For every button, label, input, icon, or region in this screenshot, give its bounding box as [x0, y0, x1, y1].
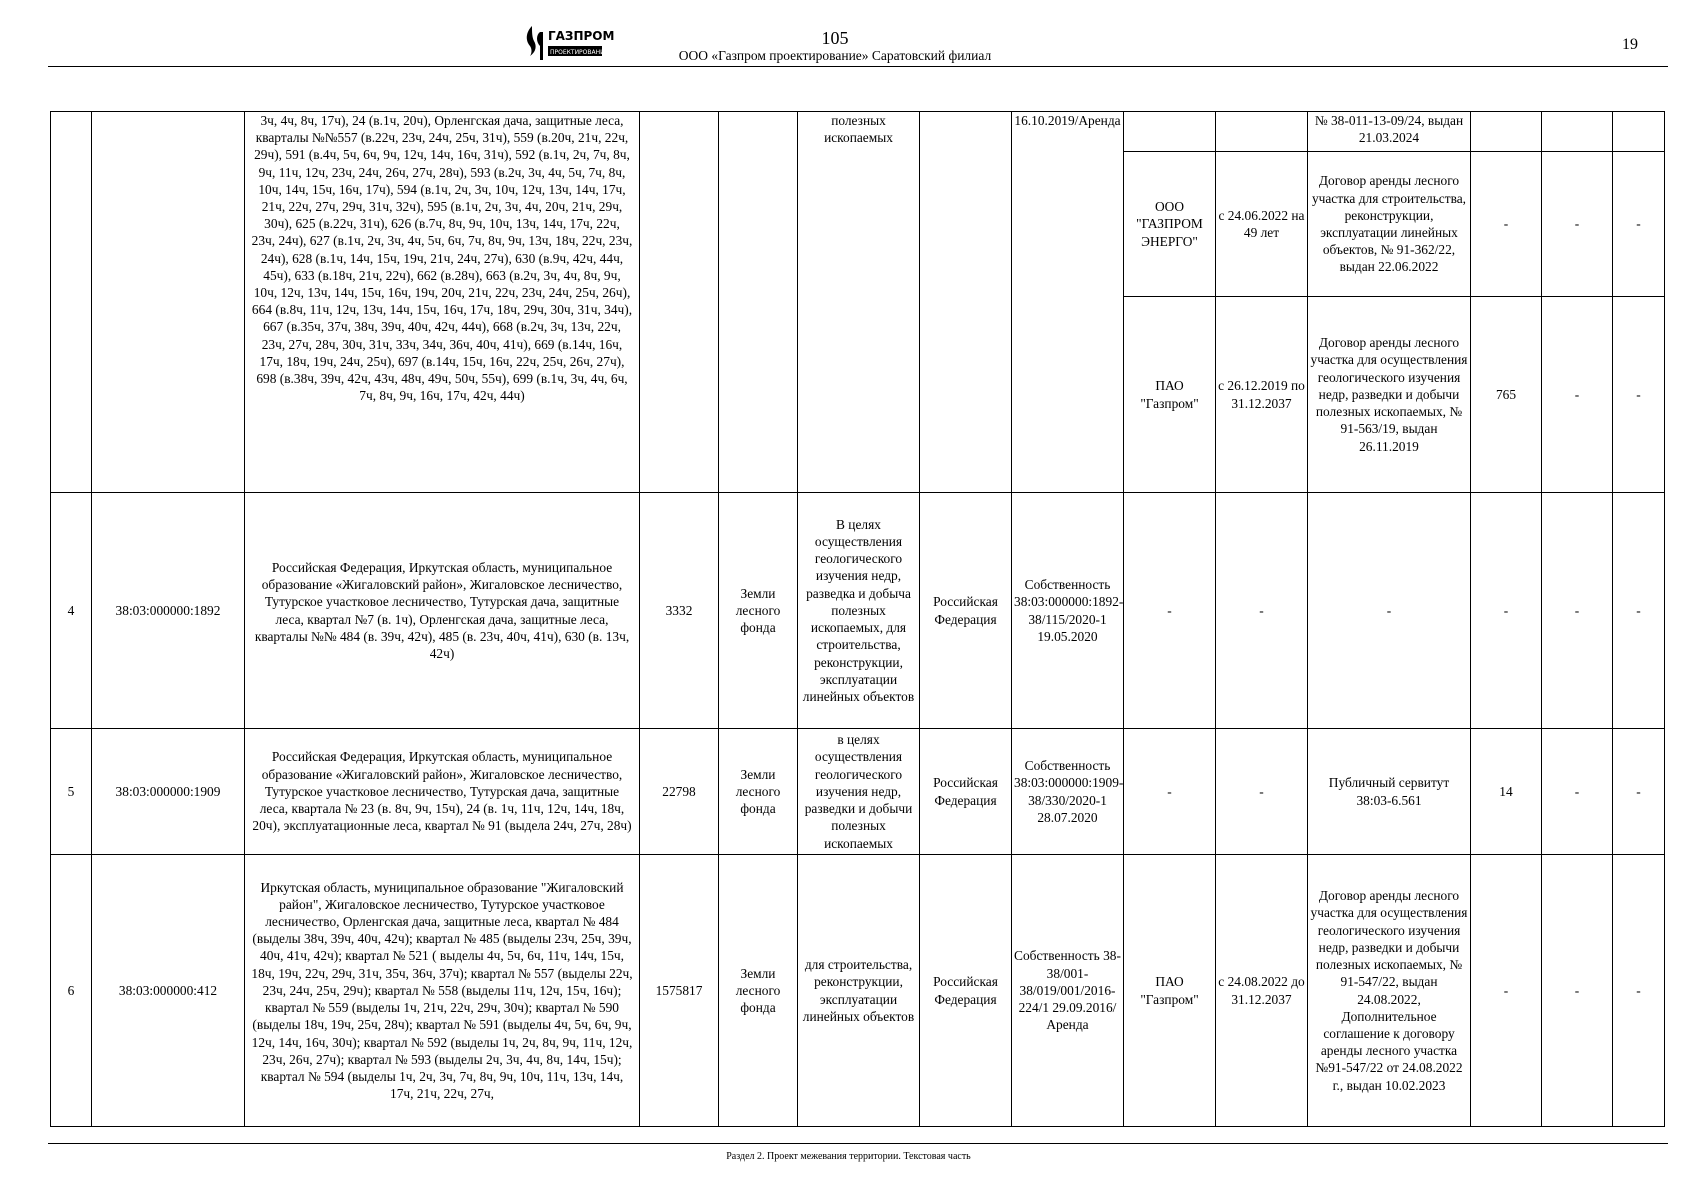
header-divider [48, 66, 1668, 67]
cell-holder [1124, 112, 1216, 152]
cell-c12: - [1542, 297, 1613, 493]
cell-area: 3332 [640, 493, 719, 729]
cell-term [1216, 112, 1308, 152]
cell-c12: - [1542, 729, 1613, 855]
header-center [640, 28, 1030, 64]
cell-term: - [1216, 493, 1308, 729]
cell-c13: - [1613, 729, 1665, 855]
cell-location: Иркутская область, муниципальное образование "Жигаловский район", Жигаловское лесничество, Тутурское участковое лесничество, Орленгская дача, защитные леса, квартал № 484 (выделы 38ч, 39ч, 40ч, 42ч); квартал № 485 (выделы 23ч, 25ч, 39ч, 40ч, 41ч, 42ч); квартал № 521 ( выделы 4ч, 5ч, 6ч, 11ч, 14ч, 15ч, 18ч, 19ч, 22ч, 29ч, 31ч, 35ч, 36ч, 37ч); квартал № 557 (выделы 22ч, 23ч, 24ч, 25ч, 29ч); квартал № 558 (выделы 11ч, 12ч, 15ч, 16ч); квартал № 559 (выделы 1ч, 21ч, 22ч, 29ч, 30ч); квартал № 590 (выделы 18ч, 19ч, 25ч, 28ч); квартал № 591 (выделы 4ч, 5ч, 6ч, 9ч, 12ч, 14ч, 16ч, 30ч); квартал № 592 (выделы 1ч, 2ч, 8ч, 9ч, 11ч, 12ч, 23ч, 26ч, 27ч); квартал № 593 (выделы 2ч, 3ч, 4ч, 8ч, 14ч, 15ч); квартал № 594 (выделы 1ч, 2ч, 3ч, 7ч, 8ч, 9ч, 10ч, 11ч, 13ч, 14ч, 17ч, 21ч, 22ч, 27ч, [245, 855, 640, 1127]
cell-doc: Договор аренды лесного участка для осуществления геологического изучения недр, разведки и добычи полезных ископаемых, № 91-547/22, выдан 24.08.2022, Дополнительное соглашение к договору аренды лесного участка №91-547/22 от 24.08.2022 г., выдан 10.02.2023 [1308, 855, 1471, 1127]
cell-location: 3ч, 4ч, 8ч, 17ч), 24 (в.1ч, 20ч), Орленгская дача, защитные леса, кварталы №№557 (в.22ч, 23ч, 24ч, 25ч, 31ч), 559 (в.20ч, 21ч, 22ч, 29ч), 591 (в.4ч, 5ч, 6ч, 9ч, 12ч, 14ч, 16ч, 31ч), 592 (в.1ч, 2ч, 7ч, 8ч, 9ч, 11ч, 12ч, 23ч, 24ч, 26ч, 27ч, 28ч), 593 (в.2ч, 3ч, 4ч, 5ч, 7ч, 8ч, 10ч, 14ч, 15ч, 16ч, 17ч), 594 (в.1ч, 2ч, 3ч, 10ч, 12ч, 13ч, 14ч, 17ч, 21ч, 22ч, 27ч, 29ч, 31ч, 32ч), 595 (в.1ч, 2ч, 3ч, 4ч, 20ч, 21ч, 29ч, 30ч), 625 (в.22ч, 31ч), 626 (в.7ч, 8ч, 9ч, 10ч, 13ч, 14ч, 17ч, 22ч, 23ч, 24ч), 627 (в.1ч, 2ч, 3ч, 4ч, 5ч, 6ч, 7ч, 8ч, 9ч, 13ч, 18ч, 22ч, 23ч, 24ч), 628 (в.1ч, 14ч, 15ч, 19ч, 21ч, 24ч, 27ч), 630 (в.9ч, 42ч, 44ч, 45ч), 633 (в.18ч, 21ч, 22ч), 662 (в.28ч), 663 (в.2ч, 3ч, 4ч, 8ч, 9ч, 10ч, 12ч, 13ч, 14ч, 15ч, 16ч, 19ч, 20ч, 21ч, 22ч, 23ч, 24ч, 25ч, 26ч), 664 (в.8ч, 11ч, 12ч, 13ч, 14ч, 15ч, 16ч, 17ч, 18ч, 29ч, 30ч, 31ч, 34ч), 667 (в.35ч, 37ч, 38ч, 39ч, 40ч, 42ч, 44ч), 668 (в.2ч, 3ч, 13ч, 22ч, 23ч, 27ч, 28ч, 30ч, 31ч, 33ч, 34ч, 36ч, 40ч, 41ч), 669 (в.14ч, 16ч, 17ч, 18ч, 19ч, 24ч, 25ч), 697 (в.14ч, 15ч, 16ч, 22ч, 25ч, 26ч, 27ч), 698 (в.38ч, 39ч, 42ч, 43ч, 48ч, 49ч, 50ч, 55ч), 699 (в.1ч, 3ч, 4ч, 6ч, 7ч, 8ч, 9ч, 16ч, 17ч, 42ч, 44ч) [245, 112, 640, 493]
gazprom-logo [520, 22, 615, 62]
cell-doc: Договор аренды лесного участка для строительства, реконструкции, эксплуатации линейных объектов, № 91-362/22, выдан 22.06.2022 [1308, 152, 1471, 297]
cell-right: Собственность 38:03:000000:1892-38/115/2020-1 19.05.2020 [1012, 493, 1124, 729]
logo-subtext: ПРОЕКТИРОВАНИЕ [550, 49, 609, 56]
cell-c12 [1542, 112, 1613, 152]
cell-enc-area: - [1471, 152, 1542, 297]
cell-term: с 24.06.2022 на 49 лет [1216, 152, 1308, 297]
land-plots-table [50, 111, 1665, 1127]
cell-owner: Российская Федерация [920, 493, 1012, 729]
sheet-number: 19 [1622, 36, 1638, 53]
cell-category: Земли лесного фонда [719, 855, 798, 1127]
cell-cadastral [92, 112, 245, 493]
cell-term: с 24.08.2022 до 31.12.2037 [1216, 855, 1308, 1127]
footer-section-title: Раздел 2. Проект межевания территории. Текстовая часть [726, 1151, 971, 1162]
cell-c13: - [1613, 855, 1665, 1127]
cell-c13: - [1613, 297, 1665, 493]
cell-purpose: В целях осуществления геологического изучения недр, разведка и добыча полезных ископаемых, для строительства, реконструкции, эксплуатации линейных объектов [798, 493, 920, 729]
cell-location: Российская Федерация, Иркутская область, муниципальное образование «Жигаловский район», Жигаловское лесничество, Тутурское участковое лесничество, Тутурская дача, защитные леса, квартал №7 (в. 1ч), Орленгская дача, защитные леса, кварталы №№ 484 (в. 39ч, 42ч), 485 (в. 23ч, 40ч, 41ч), 630 (в. 13ч, 42ч) [245, 493, 640, 729]
cell-category: Земли лесного фонда [719, 493, 798, 729]
cell-purpose: для строительства, реконструкции, эксплуатации линейных объектов [798, 855, 920, 1127]
cell-doc: Публичный сервитут 38:03-6.561 [1308, 729, 1471, 855]
cell-c13: - [1613, 152, 1665, 297]
cell-enc-area: 765 [1471, 297, 1542, 493]
cell-purpose: в целях осуществления геологического изучения недр, разведки и добычи полезных ископаемых [798, 729, 920, 855]
cell-c13: - [1613, 493, 1665, 729]
cell-cadastral: 38:03:000000:1892 [92, 493, 245, 729]
cell-owner [920, 112, 1012, 493]
cell-term: с 26.12.2019 по 31.12.2037 [1216, 297, 1308, 493]
cell-n: 6 [51, 855, 92, 1127]
cell-enc-area: - [1471, 855, 1542, 1127]
table-row [51, 855, 1665, 1127]
cell-owner: Российская Федерация [920, 729, 1012, 855]
cell-enc-area: - [1471, 493, 1542, 729]
organization-name: ООО «Газпром проектирование» Саратовский филиал [678, 48, 992, 63]
cell-holder: ООО "ГАЗПРОМ ЭНЕРГО" [1124, 152, 1216, 297]
cell-holder: ПАО "Газпром" [1124, 855, 1216, 1127]
cell-category: Земли лесного фонда [719, 729, 798, 855]
cell-c13 [1613, 112, 1665, 152]
cell-n: 4 [51, 493, 92, 729]
cell-n [51, 112, 92, 493]
cell-location: Российская Федерация, Иркутская область, муниципальное образование «Жигаловский район», Жигаловское лесничество, Тутурское участковое лесничество, Тутурская дача, защитные леса, квартала № 23 (в. 8ч, 9ч, 15ч), 24 (в. 1ч, 11ч, 12ч, 14ч, 18ч, 20ч), эксплуатационные леса, квартал № 91 (выдела 24ч, 27ч, 28ч) [245, 729, 640, 855]
cell-owner: Российская Федерация [920, 855, 1012, 1127]
cell-purpose: полезных ископаемых [798, 112, 920, 493]
cell-holder: ПАО "Газпром" [1124, 297, 1216, 493]
cell-cadastral: 38:03:000000:412 [92, 855, 245, 1127]
logo-text: ГАЗПРОМ [548, 29, 615, 43]
page-header [0, 0, 1697, 70]
cell-n: 5 [51, 729, 92, 855]
cell-right: Собственность 38-38/001-38/019/001/2016-224/1 29.09.2016/Аренда [1012, 855, 1124, 1127]
cell-enc-area [1471, 112, 1542, 152]
cell-area [640, 112, 719, 493]
cell-c12: - [1542, 493, 1613, 729]
cell-holder: - [1124, 493, 1216, 729]
cell-doc: Договор аренды лесного участка для осуществления геологического изучения недр, разведки и добычи полезных ископаемых, № 91-563/19, выдан 26.11.2019 [1308, 297, 1471, 493]
table-row [51, 493, 1665, 729]
cell-right: 16.10.2019/Аренда [1012, 112, 1124, 493]
cell-holder: - [1124, 729, 1216, 855]
cell-cadastral: 38:03:000000:1909 [92, 729, 245, 855]
cell-doc: № 38-011-13-09/24, выдан 21.03.2024 [1308, 112, 1471, 152]
table-row [51, 729, 1665, 855]
page-number: 105 [821, 28, 849, 48]
cell-enc-area: 14 [1471, 729, 1542, 855]
cell-area: 22798 [640, 729, 719, 855]
cell-doc: - [1308, 493, 1471, 729]
cell-right: Собственность 38:03:000000:1909-38/330/2020-1 28.07.2020 [1012, 729, 1124, 855]
cell-area: 1575817 [640, 855, 719, 1127]
cell-term: - [1216, 729, 1308, 855]
cell-c12: - [1542, 152, 1613, 297]
footer-divider [48, 1143, 1668, 1144]
cell-category [719, 112, 798, 493]
cell-c12: - [1542, 855, 1613, 1127]
table-row [51, 112, 1665, 152]
